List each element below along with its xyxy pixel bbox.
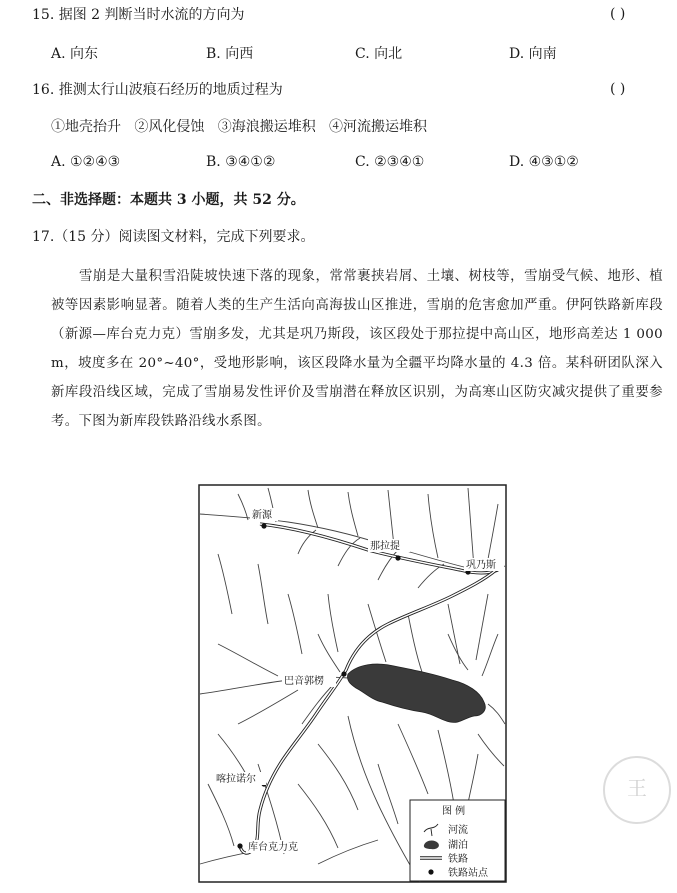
q15-option-d: D. 向南 <box>509 46 557 62</box>
railway-water-system-map <box>198 484 507 883</box>
q16-option-d: D. ④③①② <box>509 154 579 170</box>
q16-option-c: C. ②③④① <box>355 154 425 170</box>
map-legend <box>410 800 505 881</box>
q16-processes: ①地壳抬升 ②风化侵蚀 ③海浪搬运堆积 ④河流搬运堆积 <box>51 119 428 135</box>
station-label-kalanuoer: 喀拉诺尔 <box>216 774 256 785</box>
station-label-kutaikelike: 库台克力克 <box>248 842 298 853</box>
station-label-gongnaisi: 巩乃斯 <box>466 560 496 571</box>
q16-option-b: B. ③④①② <box>206 154 276 170</box>
q17-stem: 17.（15 分）阅读图文材料，完成下列要求。 <box>32 229 315 245</box>
q17-material-paragraph: 雪崩是大量积雪沿陡坡快速下落的现象，常常裹挟岩屑、土壤、树枝等，雪崩受气候、地形、植被等因素影响显著。随着人类的生产生活向高海拔山区推进，雪崩的危害愈加严重。伊阿铁路新库段（新源—库台克力克）雪崩多发，尤其是巩乃斯段，该区段处于那拉提中高山区，地形高差达 1 000 m，坡度多在 20°~40°，受地形影响，该区段降水量为全疆平均降水量的 4.3 倍。某科研团队深入新库段沿线区域，完成了雪崩易发性评价及雪崩潜在释放区识别，为高寒山区防灾减灾提供了重要参考。下图为新库段铁路沿线水系图。 <box>51 269 663 429</box>
watermark-seal: 王 <box>603 756 671 824</box>
legend-river-label: 河流 <box>448 825 468 836</box>
legend-station-label: 铁路站点 <box>448 868 488 879</box>
legend-station-symbol <box>428 869 433 874</box>
station-xinyuan-dot <box>261 523 266 528</box>
q15-option-c: C. 向北 <box>355 46 403 62</box>
q16-option-a: A. ①②④③ <box>51 154 121 170</box>
legend-title: 图 例 <box>442 806 466 817</box>
q16-stem: 16. 推测太行山波痕石经历的地质过程为 <box>32 82 283 98</box>
q15-option-b: B. 向西 <box>206 46 254 62</box>
station-bayinguoleng-dot <box>341 671 346 676</box>
station-label-bayinguoleng: 巴音郭楞 <box>284 676 324 687</box>
q15-stem: 15. 据图 2 判断当时水流的方向为 <box>32 7 245 23</box>
station-kutaikelike-dot <box>237 843 242 848</box>
section-header: 二、非选择题：本题共 3 小题，共 52 分。 <box>32 192 305 208</box>
q16-answer-paren: ( ) <box>610 81 626 97</box>
q15-option-a: A. 向东 <box>51 46 99 62</box>
station-nalati-dot <box>395 555 400 560</box>
legend-lake-label: 湖泊 <box>448 840 468 851</box>
legend-railway-label: 铁路 <box>448 854 468 865</box>
station-label-nalati: 那拉提 <box>370 541 400 552</box>
q15-answer-paren: ( ) <box>610 6 626 22</box>
station-label-xinyuan: 新源 <box>252 510 272 521</box>
